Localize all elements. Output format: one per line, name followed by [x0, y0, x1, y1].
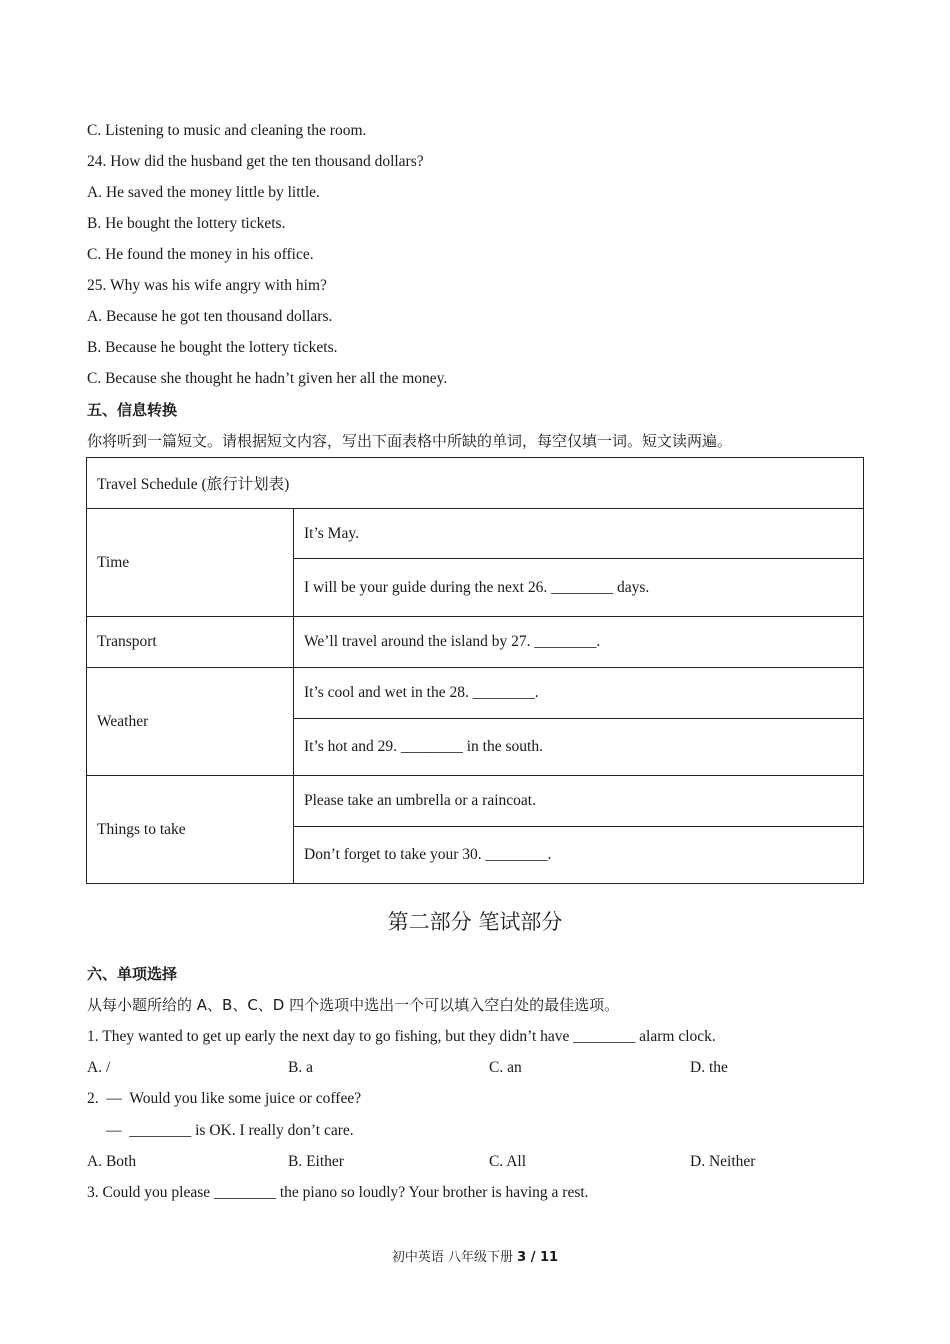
q24-question: 24. How did the husband get the ten thousand dollars? — [87, 153, 424, 170]
part-two-title: 第二部分 笔试部分 — [387, 910, 563, 934]
q25-option-a: A. Because he got ten thousand dollars. — [87, 308, 333, 325]
q24-option-b: B. He bought the lottery tickets. — [87, 215, 286, 232]
q23-option-c: C. Listening to music and cleaning the room. — [87, 122, 367, 139]
q2-option-d: D. Neither — [690, 1153, 756, 1170]
table-title: Travel Schedule (旅行计划表) — [87, 458, 864, 509]
q25-question: 25. Why was his wife angry with him? — [87, 277, 327, 294]
page-footer — [0, 1246, 950, 1265]
q2-line-1: 2. — Would you like some juice or coffee? — [87, 1090, 362, 1107]
section-six-instructions: 从每小题所给的 A、B、C、D 四个选项中选出一个可以填入空白处的最佳选项。 — [87, 996, 620, 1014]
weather-row-2: It’s hot and 29. ________ in the south. — [294, 719, 864, 776]
q2-line-2: — ________ is OK. I really don’t care. — [106, 1122, 354, 1139]
page-total: 11 — [540, 1250, 559, 1265]
time-row-1: It’s May. — [294, 509, 864, 559]
q1-question: 1. They wanted to get up early the next day to go fishing, but they didn’t have ________ alarm clock. — [87, 1028, 716, 1045]
footer-text: 初中英语 八年级下册 — [391, 1250, 518, 1265]
weather-label: Weather — [87, 668, 294, 776]
things-row-2: Don’t forget to take your 30. ________. — [294, 827, 864, 884]
time-label: Time — [87, 509, 294, 617]
transport-row-1: We’ll travel around the island by 27. ________. — [294, 617, 864, 668]
q25-option-b: B. Because he bought the lottery tickets. — [87, 339, 338, 356]
q1-option-b: B. a — [288, 1059, 313, 1076]
q24-option-a: A. He saved the money little by little. — [87, 184, 320, 201]
q25-option-c: C. Because she thought he hadn’t given her all the money. — [87, 370, 448, 387]
weather-row-1: It’s cool and wet in the 28. ________. — [294, 668, 864, 719]
q2-option-b: B. Either — [288, 1153, 344, 1170]
q1-option-c: C. an — [489, 1059, 522, 1076]
travel-schedule-table — [86, 457, 864, 884]
page-number: 3 — [517, 1250, 527, 1265]
transport-label: Transport — [87, 617, 294, 668]
q2-option-c: C. All — [489, 1153, 527, 1170]
things-label: Things to take — [87, 776, 294, 884]
things-row-1: Please take an umbrella or a raincoat. — [294, 776, 864, 827]
time-row-2: I will be your guide during the next 26. ________ days. — [294, 559, 864, 617]
q3-question: 3. Could you please ________ the piano so loudly? Your brother is having a rest. — [87, 1184, 589, 1201]
q24-option-c: C. He found the money in his office. — [87, 246, 314, 263]
page-separator: / — [526, 1250, 541, 1265]
q2-option-a: A. Both — [87, 1153, 137, 1170]
q1-option-d: D. the — [690, 1059, 728, 1076]
section-five-heading: 五、信息转换 — [87, 401, 178, 419]
q1-option-a: A. / — [87, 1059, 111, 1076]
section-six-heading: 六、单项选择 — [87, 965, 178, 983]
section-five-instructions: 你将听到一篇短文。请根据短文内容，写出下面表格中所缺的单词，每空仅填一词。短文读两遍。 — [87, 432, 733, 450]
